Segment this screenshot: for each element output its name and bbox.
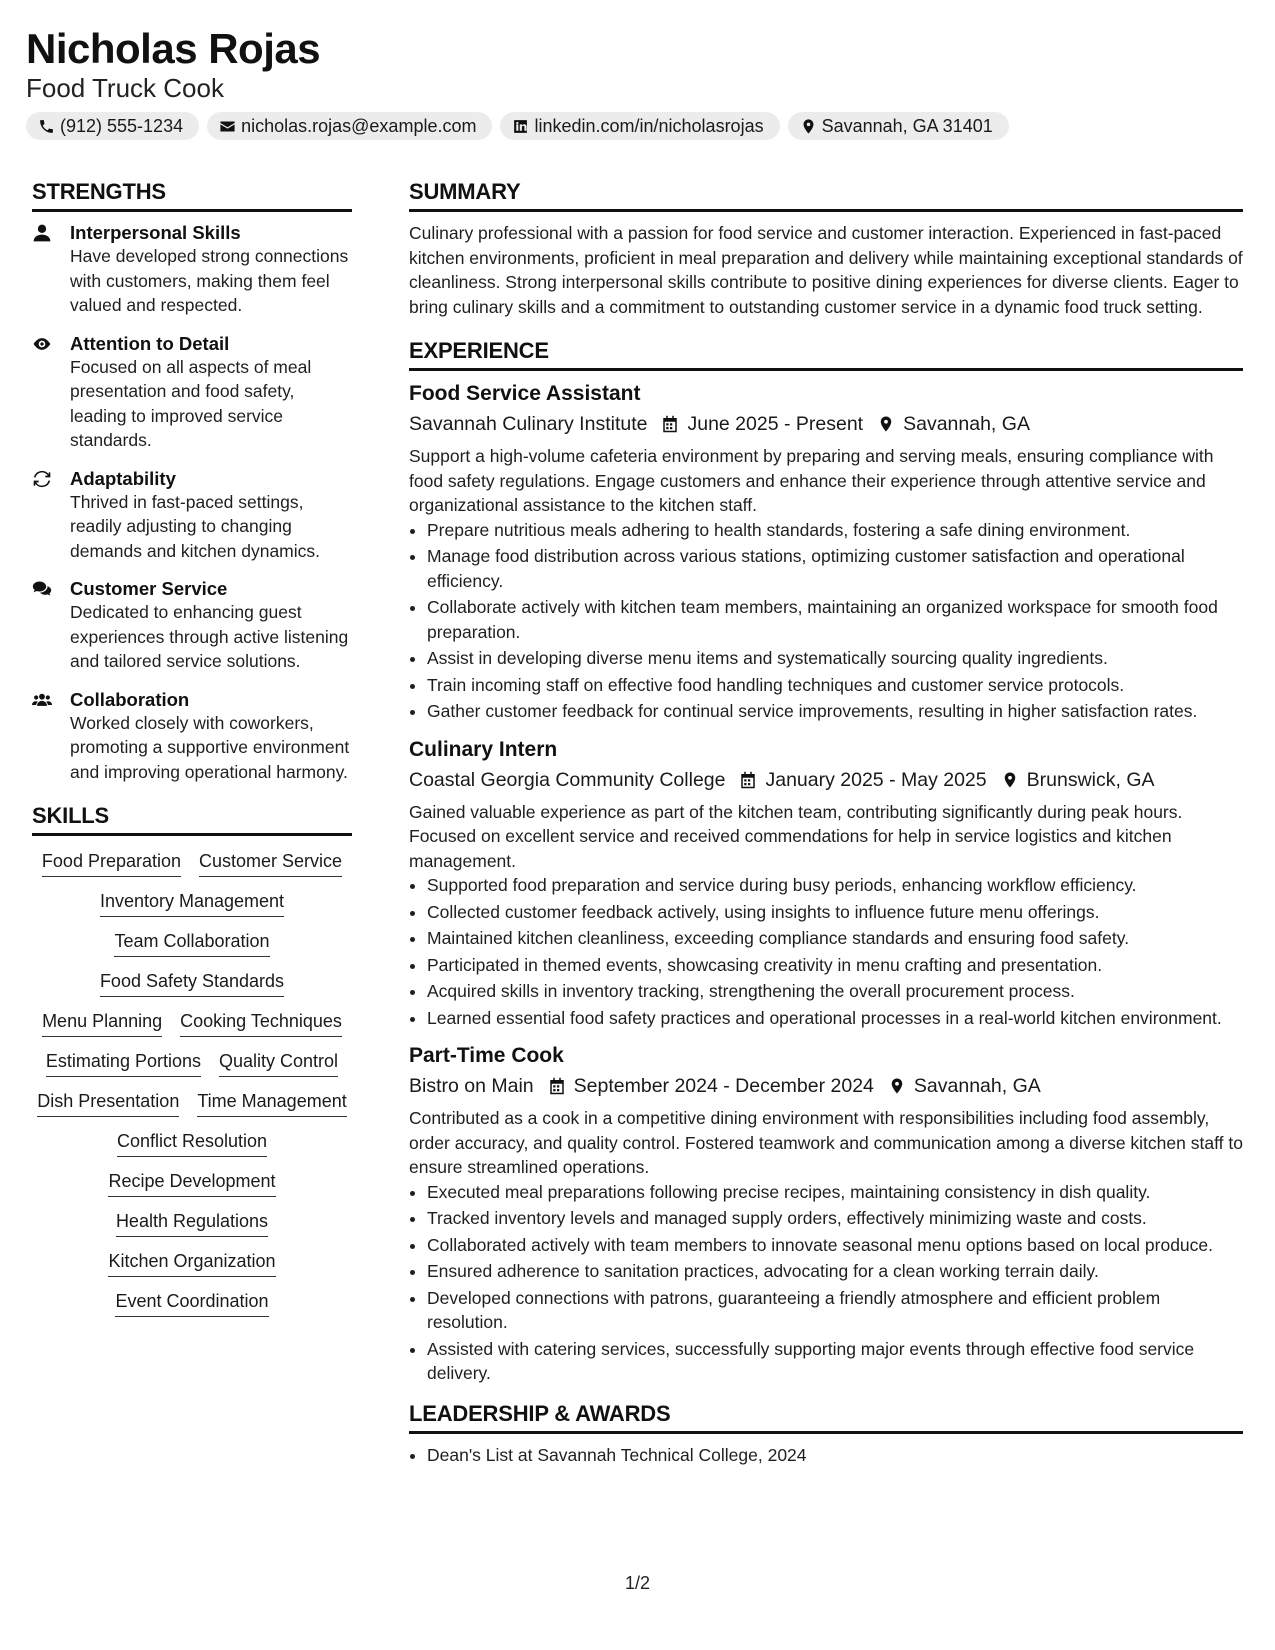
eye-icon (32, 334, 52, 354)
bullet-item: • Collaborate actively with kitchen team members, maintaining an organized workspace for smooth food preparation. (427, 595, 1243, 644)
map-pin-icon (888, 1077, 906, 1095)
bullet-item: • Learned essential food safety practices and operational processes in a real-world kitchen environment. (427, 1006, 1243, 1031)
job-dates: September 2024 - December 2024 (573, 1075, 874, 1097)
bullet-item: • Developed connections with patrons, guaranteeing a friendly atmosphere and efficient problem resolution. (427, 1286, 1243, 1335)
skill-tag: Team Collaboration (114, 929, 269, 957)
strength-title: Customer Service (70, 578, 228, 599)
skills-heading: SKILLS (32, 802, 352, 836)
bullet-item: • Manage food distribution across various stations, optimizing customer satisfaction and operational efficiency. (427, 544, 1243, 593)
skill-tag: Menu Planning (42, 1009, 162, 1037)
strength-desc: Have developed strong connections with customers, making them feel valued and respected. (70, 246, 349, 315)
bullet-item: • Ensured adherence to sanitation practices, advocating for a clean working terrain daily. (427, 1259, 1243, 1284)
bullet-item: • Train incoming staff on effective food handling techniques and customer service protocols. (427, 673, 1243, 698)
skill-tag: Customer Service (199, 849, 342, 877)
strength-title: Collaboration (70, 688, 190, 710)
skill-tag: Kitchen Organization (108, 1249, 275, 1277)
skill-tag: Dish Presentation (37, 1089, 179, 1117)
skill-tag: Estimating Portions (46, 1049, 201, 1077)
strength-item (32, 577, 352, 674)
email-text: nicholas.rojas@example.com (241, 115, 477, 136)
map-pin-icon (877, 415, 895, 433)
job-company: Bistro on Main (409, 1075, 534, 1097)
bullet-item: • Assist in developing diverse menu items and systematically sourcing quality ingredients. (427, 646, 1243, 671)
left-column (32, 178, 352, 1317)
job-entry (409, 380, 1243, 724)
users-icon (32, 690, 52, 710)
award-item: • Dean's List at Savannah Technical College, 2024 (427, 1443, 1243, 1468)
job-bullets (409, 518, 1243, 724)
summary-heading: SUMMARY (409, 178, 1243, 212)
bullet-item: • Maintained kitchen cleanliness, exceeding compliance standards and ensuring food safety. (427, 926, 1243, 951)
location-chip[interactable] (788, 112, 1009, 140)
strength-desc: Dedicated to enhancing guest experiences through active listening and tailored service solutions. (70, 602, 349, 671)
comments-icon (32, 579, 52, 599)
job-title: Food Service Assistant (409, 382, 641, 405)
skill-tag: Food Preparation (42, 849, 181, 877)
awards-heading: LEADERSHIP & AWARDS (409, 1400, 1243, 1434)
candidate-title: Food Truck Cook (26, 73, 224, 103)
contact-bar (26, 112, 1246, 140)
skill-tag: Quality Control (219, 1049, 338, 1077)
skill-tag: Health Regulations (116, 1209, 268, 1237)
job-company: Coastal Georgia Community College (409, 768, 726, 791)
map-pin-icon (1001, 771, 1019, 789)
bullet-item: • Assisted with catering services, successfully supporting major events through effective food service delivery. (427, 1337, 1243, 1386)
skill-tag: Cooking Techniques (180, 1009, 342, 1037)
strength-title: Adaptability (70, 467, 176, 489)
job-entry (409, 1042, 1243, 1386)
bullet-item: • Acquired skills in inventory tracking, strengthening the overall procurement process. (427, 979, 1243, 1004)
strength-desc: Worked closely with coworkers, promoting a supportive environment and improving operational harmony. (70, 712, 350, 782)
job-meta (409, 1072, 1243, 1100)
page-number: 1/2 (624, 1573, 651, 1593)
phone-chip[interactable] (26, 112, 199, 140)
job-dates: June 2025 - Present (687, 413, 864, 435)
phone-text: (912) 555-1234 (60, 115, 184, 136)
strength-item (32, 332, 352, 453)
job-description: Gained valuable experience as part of the kitchen team, contributing significantly during peak hours. Focused on excellent service and received commendations for help in service logistics and kitchen management. (409, 801, 1183, 871)
user-icon (32, 223, 52, 243)
bullet-item: • Tracked inventory levels and managed supply orders, effectively minimizing waste and costs. (427, 1206, 1243, 1231)
strength-desc: Focused on all aspects of meal presentation and food safety, leading to improved service standards. (70, 356, 312, 450)
calendar-icon (548, 1077, 566, 1095)
bullet-item: • Collected customer feedback actively, using insights to influence future menu offerings. (427, 900, 1243, 925)
job-bullets (409, 873, 1243, 1030)
bullet-item: • Supported food preparation and service during busy periods, enhancing workflow efficiency. (427, 873, 1243, 898)
candidate-name: Nicholas Rojas (26, 25, 321, 72)
job-meta (409, 766, 1243, 794)
email-chip[interactable] (207, 112, 492, 140)
job-description: Contributed as a cook in a competitive dining environment with responsibilities including food assembly, order accuracy, and quality control. Fostered teamwork and communication among a diverse kitchen staff to ensure streamlined operations. (409, 1108, 1243, 1177)
job-location: Savannah, GA (913, 1075, 1041, 1097)
strength-title: Attention to Detail (70, 332, 230, 354)
job-meta (409, 410, 1243, 438)
skill-tag: Inventory Management (100, 889, 284, 917)
linkedin-chip[interactable] (500, 112, 779, 140)
job-location: Brunswick, GA (1026, 768, 1155, 791)
right-column (409, 178, 1243, 1469)
job-location: Savannah, GA (903, 413, 1030, 435)
resume-header (26, 24, 1246, 140)
bullet-item: • Participated in themed events, showcasing creativity in menu crafting and presentation. (427, 953, 1243, 978)
strength-item (32, 467, 352, 564)
job-title: Culinary Intern (409, 737, 558, 761)
envelope-icon (219, 118, 236, 135)
sync-icon (32, 469, 52, 489)
bullet-item: • Executed meal preparations following precise recipes, maintaining consistency in dish quality. (427, 1180, 1243, 1205)
phone-icon (38, 118, 55, 135)
job-bullets (409, 1180, 1243, 1386)
map-pin-icon (800, 118, 817, 135)
strength-item (32, 688, 352, 785)
strength-desc: Thrived in fast-paced settings, readily adjusting to changing demands and kitchen dynamics. (70, 491, 320, 561)
bullet-item: • Collaborated actively with team members to innovate seasonal menu options based on local produce. (427, 1233, 1243, 1258)
job-company: Savannah Culinary Institute (409, 413, 648, 435)
strengths-heading: STRENGTHS (32, 178, 352, 212)
calendar-icon (661, 415, 679, 433)
job-entry (409, 736, 1243, 1031)
linkedin-text: linkedin.com/in/nicholasrojas (534, 115, 764, 136)
skill-tag: Food Safety Standards (100, 969, 284, 997)
calendar-icon (739, 771, 757, 789)
skill-tag: Event Coordination (115, 1289, 268, 1317)
linkedin-icon (512, 118, 529, 135)
job-description: Support a high-volume cafeteria environment by preparing and serving meals, ensuring compliance with food safety regulations. Engage customers and enhance their experience through attentive service and organizational assistance to the kitchen staff. (409, 446, 1214, 515)
bullet-item: • Prepare nutritious meals adhering to health standards, fostering a safe dining environment. (427, 518, 1243, 543)
skill-tag: Conflict Resolution (117, 1129, 267, 1157)
strength-item (32, 221, 352, 318)
bullet-item: • Gather customer feedback for continual service improvements, resulting in higher satisfaction rates. (427, 699, 1243, 724)
skill-tag: Time Management (197, 1089, 346, 1117)
summary-text: Culinary professional with a passion for food service and customer interaction. Experienced in fast-paced kitchen environments, proficient in meal preparation and delivery while maintaining exceptional standards of cleanliness. Strong interpersonal skills contribute to positive dining experiences for diverse clients. Eager to bring culinary skills and a commitment to outstanding customer service in a dynamic food truck setting. (409, 223, 1243, 317)
skill-tag: Recipe Development (108, 1169, 275, 1197)
experience-heading: EXPERIENCE (409, 337, 1243, 371)
skills-list (32, 845, 352, 1317)
job-title: Part-Time Cook (409, 1044, 564, 1067)
location-text: Savannah, GA 31401 (821, 115, 993, 136)
job-dates: January 2025 - May 2025 (765, 768, 987, 791)
strength-title: Interpersonal Skills (70, 222, 241, 243)
awards-list (409, 1443, 1243, 1468)
